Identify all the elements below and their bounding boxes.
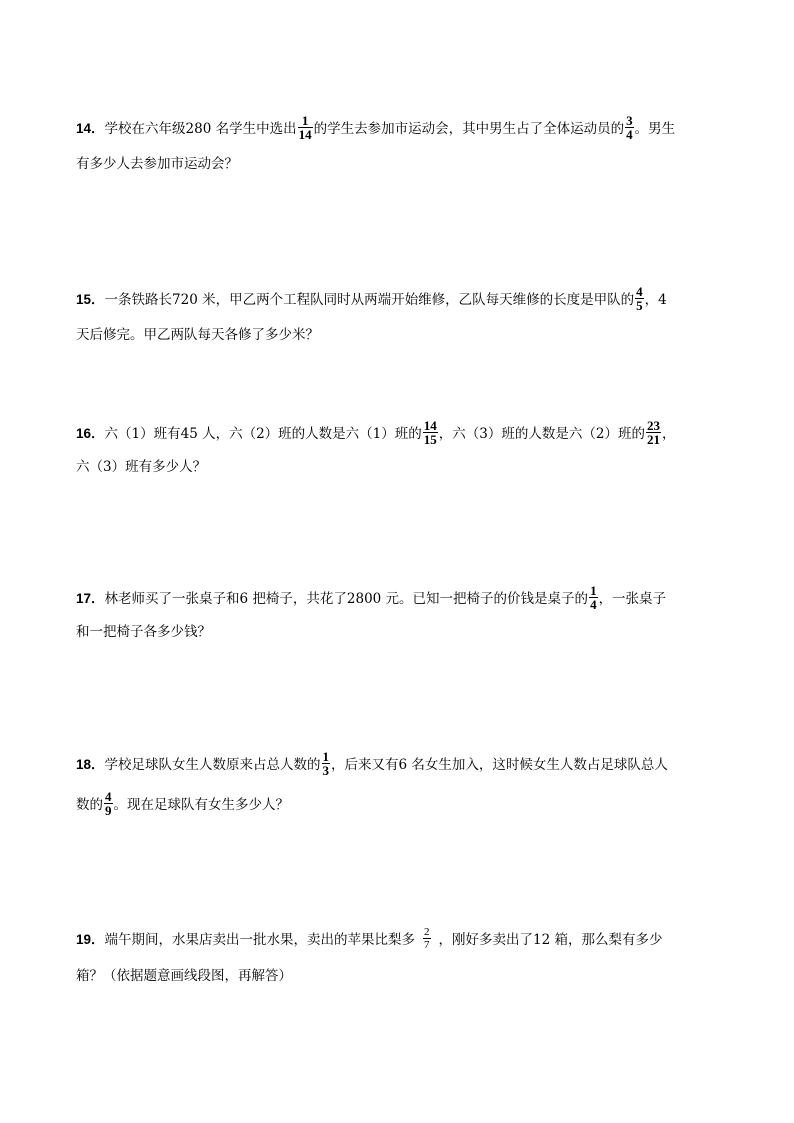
fraction — [423, 926, 431, 951]
numerator: 1 — [322, 749, 330, 764]
question-text: ，一张桌子 — [598, 591, 667, 607]
fraction — [322, 750, 331, 777]
question-line — [76, 749, 668, 779]
question-line — [76, 418, 676, 448]
numerator: 14 — [423, 418, 437, 433]
fraction — [646, 419, 661, 446]
denominator: 7 — [424, 939, 430, 951]
question-text: 的学生去参加市运动会，其中男生占了全体运动员的 — [313, 121, 625, 137]
question-line — [76, 928, 663, 953]
numerator: 4 — [105, 789, 112, 804]
numerator: 3 — [626, 113, 633, 128]
denominator: 4 — [590, 597, 597, 612]
question-text: ， — [661, 426, 676, 442]
question-number: 17． — [76, 591, 105, 606]
question-text: ，4 — [644, 292, 667, 308]
fraction — [423, 419, 438, 446]
numerator: 4 — [636, 284, 643, 299]
question-line — [76, 583, 667, 613]
question-number: 15． — [76, 292, 105, 307]
question-text: 林老师买了一张桌子和6 把椅子，共花了2800 元。已知一把椅子的价钱是桌子的 — [104, 591, 589, 607]
denominator: 9 — [105, 803, 112, 818]
question-line — [76, 789, 289, 819]
question-number: 18． — [76, 757, 105, 772]
question-number: 19． — [76, 932, 105, 947]
question-text: 一条铁路长720 米，甲乙两个工程队同时从两端开始维修，乙队每天维修的长度是甲队的 — [104, 292, 635, 308]
question-number: 14． — [76, 121, 105, 136]
fraction — [589, 584, 598, 611]
question-line — [76, 284, 667, 314]
numerator: 23 — [646, 418, 660, 433]
question-text: ，六（3）班的人数是六（2）班的 — [438, 426, 645, 442]
question-number: 16． — [76, 426, 105, 441]
numerator: 1 — [298, 114, 313, 128]
question-text: ，刚好多卖出了12 箱，那么梨有多少 — [438, 932, 663, 948]
question-text: 。男生 — [634, 121, 676, 137]
denominator: 4 — [626, 127, 633, 142]
numerator: 2 — [424, 926, 430, 938]
question-text: 学校足球队女生人数原来占总人数的 — [104, 757, 321, 773]
question-line: 箱？（依据题意画线段图，再解答） — [76, 968, 292, 984]
question-line: 和一把椅子各多少钱？ — [76, 624, 211, 640]
numerator: 1 — [590, 583, 597, 598]
question-text: 学校在六年级280 名学生中选出 — [104, 121, 297, 137]
question-line — [76, 113, 676, 143]
question-line: 六（3）班有多少人？ — [76, 459, 207, 475]
question-line: 有多少人去参加市运动会？ — [76, 156, 238, 172]
denominator: 5 — [636, 298, 643, 313]
fraction — [298, 114, 313, 141]
denominator: 21 — [646, 432, 660, 447]
denominator: 15 — [423, 432, 437, 447]
fraction — [625, 114, 634, 141]
question-text: 数的 — [76, 797, 103, 813]
question-line: 天后修完。甲乙两队每天各修了多少米？ — [76, 327, 319, 343]
fraction — [635, 285, 644, 312]
denominator: 14 — [298, 127, 312, 142]
question-text: 。现在足球队有女生多少人？ — [113, 797, 289, 813]
question-text: ，后来又有6 名女生加入，这时候女生人数占足球队总人 — [331, 757, 668, 773]
question-text: 六（1）班有45 人，六（2）班的人数是六（1）班的 — [104, 426, 422, 442]
denominator: 3 — [322, 763, 330, 778]
question-text: 端午期间，水果店卖出一批水果，卖出的苹果比梨多 — [104, 932, 416, 948]
fraction — [104, 790, 113, 817]
